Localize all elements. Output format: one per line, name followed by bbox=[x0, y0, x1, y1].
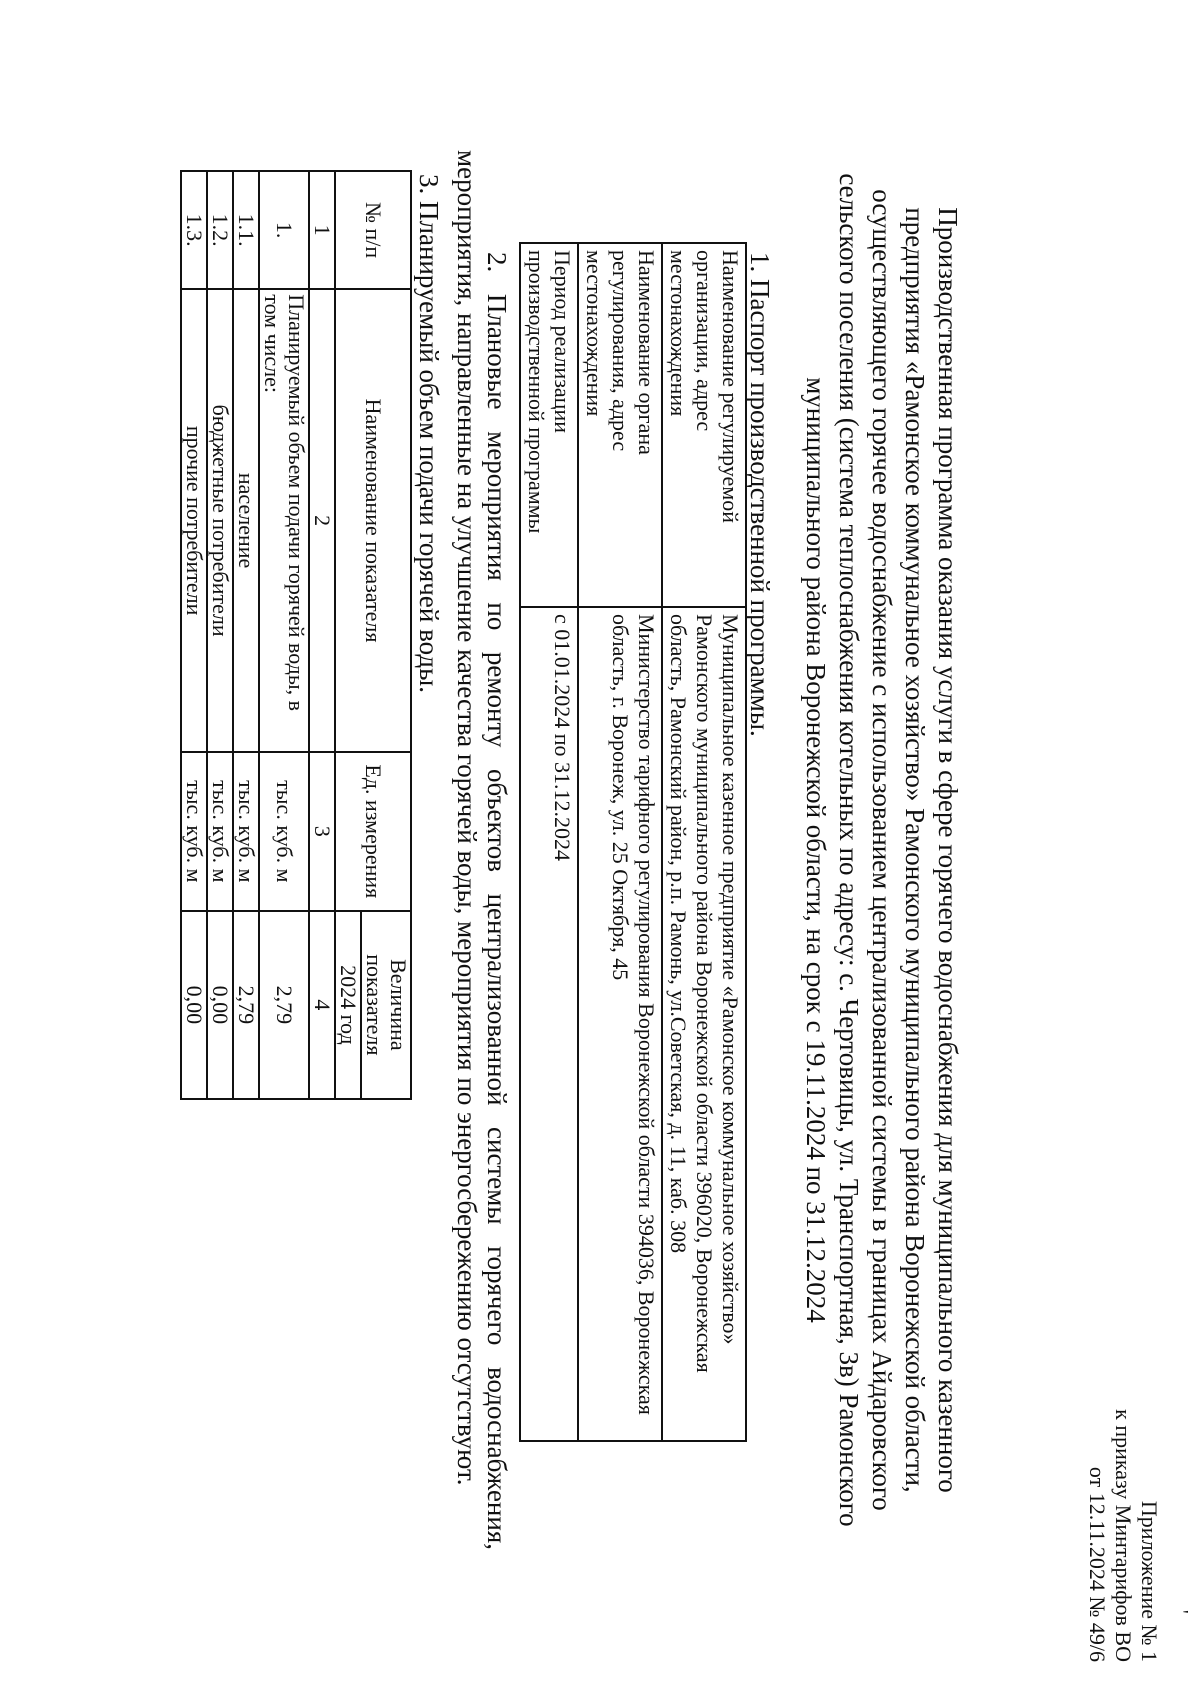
index-cell: 3 bbox=[309, 752, 335, 911]
table-index-row bbox=[309, 171, 335, 1099]
section-2-text: 2. Плановые мероприятия по ремонту объектов централизованной системы горячего водоснабжения, мероприятия, направленные на улучшение качества горячей воды, мероприятия по энергосбережению отсутствуют. bbox=[452, 150, 512, 1550]
appendix-line-2: к приказу Минтарифов ВО bbox=[1111, 1409, 1136, 1662]
table-row bbox=[233, 171, 259, 1099]
appendix-note bbox=[1084, 1270, 1162, 1662]
passport-value: Министерство тарифного регулирования Воронежской области 394036, Воронежская область, г. Воронеж, ул. 25 Октября, 45 bbox=[578, 607, 662, 1441]
row-value: 0,00 bbox=[207, 911, 233, 1099]
scan-mark: ' bbox=[1170, 1610, 1192, 1614]
passport-row bbox=[662, 243, 746, 1441]
row-unit: тыс. куб. м bbox=[207, 752, 233, 911]
col-value-group-header: Величина показателя bbox=[361, 911, 411, 1099]
passport-row bbox=[520, 243, 578, 1441]
row-name: Планируемый объем подачи горячей воды, в том числе: bbox=[259, 289, 309, 752]
section-3-heading: 3. Планируемый объем подачи горячей воды. bbox=[414, 174, 444, 693]
row-unit: тыс. куб. м bbox=[181, 752, 207, 911]
row-num: 1.1. bbox=[233, 171, 259, 289]
table-header-row bbox=[361, 171, 411, 1099]
row-num: 1. bbox=[259, 171, 309, 289]
table-row bbox=[207, 171, 233, 1099]
passport-label: Наименование регулируемой организации, адрес местонахождения bbox=[662, 243, 746, 607]
section-1-heading: 1. Паспорт производственной программы. bbox=[745, 252, 775, 737]
row-value: 0,00 bbox=[181, 911, 207, 1099]
appendix-line-3: от 12.11.2024 № 49/6 bbox=[1085, 1466, 1110, 1662]
passport-value: Муниципальное казенное предприятие «Рамонское коммунальное хозяйство» Рамонского муниципального района Воронежской области 396020, Воронежская область, Рамонский район, р.п. Рамонь, ул.Советская, д. 11, каб. 308 bbox=[662, 607, 746, 1441]
table-row bbox=[259, 171, 309, 1099]
row-value: 2,79 bbox=[259, 911, 309, 1099]
passport-value: с 01.01.2024 по 31.12.2024 bbox=[520, 607, 578, 1441]
passport-row bbox=[578, 243, 662, 1441]
table-row bbox=[181, 171, 207, 1099]
col-unit-header: Ед. измерения bbox=[335, 752, 411, 911]
row-unit: тыс. куб. м bbox=[259, 752, 309, 911]
index-cell: 2 bbox=[309, 289, 335, 752]
col-year-header: 2024 год bbox=[335, 911, 361, 1099]
row-name: бюджетные потребители bbox=[207, 289, 233, 752]
row-value: 2,79 bbox=[233, 911, 259, 1099]
passport-table bbox=[519, 242, 747, 1442]
index-cell: 1 bbox=[309, 171, 335, 289]
index-cell: 4 bbox=[309, 911, 335, 1099]
row-num: 1.3. bbox=[181, 171, 207, 289]
row-name: население bbox=[233, 289, 259, 752]
appendix-line-1: Приложение № 1 bbox=[1137, 1500, 1162, 1662]
document-title: Производственная программа оказания услуги в сфере горячего водоснабжения для муниципального казенного предприятия «Рамонское коммунальное хозяйство» Рамонского муниципального района Воронежской области, осуществляющего горячее водоснабжение с использованием централизованной системы в границах Айдаровского сельского поселения (система теплоснабжения котельных по адресу: с. Чертовицы, ул. Транспортная, 3в) Рамонского муниципального района Воронежской области, на срок с 19.11.2024 по 31.12.2024 bbox=[801, 173, 963, 1527]
row-unit: тыс. куб. м bbox=[233, 752, 259, 911]
col-name-header: Наименование показателя bbox=[335, 289, 411, 752]
row-num: 1.2. bbox=[207, 171, 233, 289]
passport-label: Наименование органа регулирования, адрес местонахождения bbox=[578, 243, 662, 607]
col-num-header: № п/п bbox=[335, 171, 411, 289]
volume-table bbox=[180, 170, 412, 1100]
passport-label: Период реализации производственной программы bbox=[520, 243, 578, 607]
row-name: прочие потребители bbox=[181, 289, 207, 752]
